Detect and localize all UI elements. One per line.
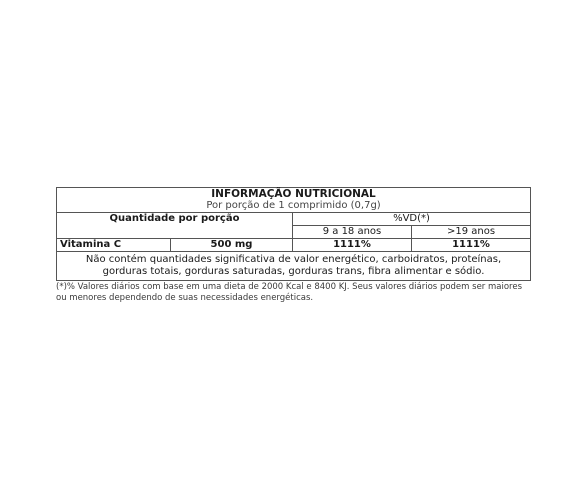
footnote: (*)% Valores diários com base em uma dieta de 2000 Kcal e 8400 KJ. Seus valores diários podem ser maiores ou menores dependendo de suas necessidades energéticas.: [56, 282, 523, 303]
nutrition-table: [56, 187, 531, 281]
age-group-9-18: 9 a 18 anos: [293, 226, 412, 239]
note-text: Não contém quantidades significativa de valor energético, carboidratos, proteínas, gorduras totais, gorduras saturadas, gorduras trans, fibra alimentar e sódio.: [57, 252, 531, 281]
nutrient-amount: 500 mg: [171, 239, 293, 252]
age-group-19: >19 anos: [412, 226, 531, 239]
table-row: [57, 239, 531, 252]
nutrient-name: Vitamina C: [57, 239, 171, 252]
vd-19-value: 1111%: [412, 239, 531, 252]
vd-9-18-value: 1111%: [293, 239, 412, 252]
title-cell: [57, 188, 531, 213]
header-row: [57, 213, 531, 226]
table-title: INFORMAÇÃO NUTRICIONAL: [211, 188, 376, 200]
note-row: [57, 252, 531, 281]
vd-header: %VD(*): [293, 213, 531, 226]
table-subtitle: Por porção de 1 comprimido (0,7g): [206, 200, 381, 211]
quantity-header: Quantidade por porção: [57, 213, 293, 239]
title-row: [57, 188, 531, 213]
